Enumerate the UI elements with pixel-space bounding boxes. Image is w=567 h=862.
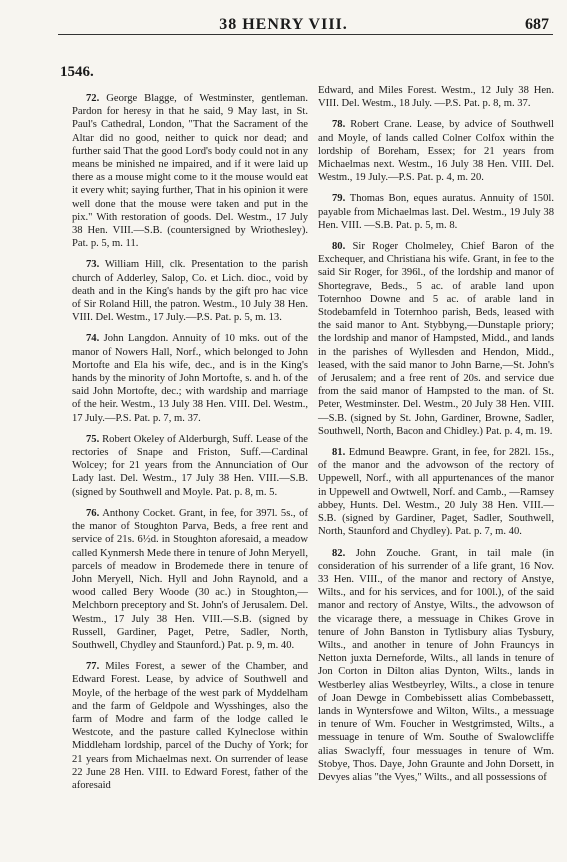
entry-79: 79. Thomas Bon, eques auratus. Annuity of 150l. payable from Michaelmas last. Del. Westm., 19 July 38 Hen. VIII. —S.B. Pat. p. 5, m. 8. bbox=[318, 193, 554, 231]
entry-81: 81. Edmund Beawpre. Grant, in fee, for 282l. 15s., of the manor and the advowson of the rectory of Uppewell, Norf., with all appurtenances of the manor in Uppewell and Owtwell, Norf. and Camb., —Ramsey abbey, Hunts. Del. Westm., 20 July 38 Hen. VIII.—S.B. (signed by Gardiner, Paget, Sadler, Southwell, North, Staunford and Chydley). Pat. p. 7, m. 40. bbox=[318, 447, 554, 538]
entry-74: 74. John Langdon. Annuity of 10 mks. out of the manor of Nowers Hall, Norf., which belonged to John Mortofte and Ela his wife, dec., and is in the King's hands by the minority of John Mortofte, s. and h. of the said John Mortofte, dec.; with wardship and marriage of the heir. Westm., 13 July 38 Hen. VIII. Del. Westm., 17 July.—P.S. Pat. p. 7, m. 37. bbox=[72, 333, 308, 424]
running-head: 38 HENRY VIII. bbox=[219, 16, 348, 33]
entry-75: 75. Robert Okeley of Alderburgh, Suff. Lease of the rectories of Snape and Friston, Suff.—Cardinal Wolcey; for 21 years from the Annunciation of Our Lady last. Del. Westm., 17 July 38 Hen. VIII.—S.B. (signed by Southwell and Moyle. Pat. p. 8, m. 5. bbox=[72, 433, 308, 498]
entry-77: 77. Miles Forest, a sewer of the Chamber, and Edward Forest. Lease, by advice of Southwell and Moyle, of the herbage of the west park of Myddelham and the farm of Geldpole and Wysshinges, also the farm of Modre and farm of the lodge called le Westcote, and the pasture called Kylneclose within Middleham lordship, parcel of the Duchy of York; for 21 years from Michaelmas next. On surrender of lease 22 June 28 Hen. VIII. to Edward Forest, father of the aforesaid bbox=[72, 661, 308, 791]
entry-72: 72. George Blagge, of Westminster, gentleman. Pardon for heresy in that he said, 9 May last, in St. Paul's Cathedral, London, "That the Sacrament of the Altar did no good, neither to quick nor dead; and further said That the good Lord's body could not in any means be minished ne impaired, and if it were laid up there as a mouse might come to it the mouse would eat it every whit; saying further, That in his opinion it were well done that the mouse were taken and put in the pix." With restoration of goods. Del. Westm., 17 July 38 Hen. VIII.—S.B. (countersigned by Wriothesley). Pat. p. 5, m. 11. bbox=[72, 93, 309, 250]
right-column bbox=[318, 84, 554, 792]
entry-78: 78. Robert Crane. Lease, by advice of Southwell and Moyle, of lands called Colner Colfox within the lordship of Boreham, Essex; for 21 years from Michaelmas next. Westm., 16 July 38 Hen. VIII. Del. Westm., 19 July.—P.S. Pat. p. 4, m. 20. bbox=[318, 119, 554, 184]
entry-77-continuation: Edward, and Miles Forest. Westm., 12 July 38 Hen. VIII. Del. Westm., 18 July. —P.S. Pat. p. 8, m. 37. bbox=[318, 85, 554, 110]
entry-76: 76. Anthony Cocket. Grant, in fee, for 397l. 5s., of the manor of Stoughton Parva, Beds, a free rent and service of 21s. 6½d. in Stoughton aforesaid, a meadow called Kynmersh Mede there in tenure of John Meryell, parcels of meadow in Brodemede there in tenure of John Meryell, Nich. Hyll and John Raynold, and a wood called Bery Woode (30 ac.) in Stoughton,—Melchborn preceptory and St. John's of Jerusalem. Del. Westm., 17 July 38 Hen. VIII.—S.B. (signed by Russell, Gardiner, Paget, Petre, Sadler, North, Southwell, Chydley and Staunford.) Pat. p. 9, m. 40. bbox=[72, 507, 308, 651]
entry-80: 80. Sir Roger Cholmeley, Chief Baron of the Exchequer, and Christiana his wife. Grant, in fee to the said Sir Roger, for 396l., of the lordship and manor of Shortegrave, Beds., 5 ac. of arable land upon Toternhoo Downe and 5 ac. of arable land in Stodebamfeld in Toternhoo parish, Beds, leased with the said manor to Ant. Stybbyng,—Dunstaple priory; the lordship and manor of Hampsted, Midd., and lands in the parishes of Wyllesden and Hendon, Midd., leased, with the said manor to John Barne,—St. John's of Jerusalem; and a free rent of 20s. and service due from the said manor of Hampsted to the man. of St. Peter, Westminster. Del. Westm., 20 July 38 Hen. VIII.—S.B. (signed by St. John, Gardiner, Browne, Sadler, Southwell, North, Bacon and Chidley.) Pat. p. 4, m. 19. bbox=[318, 241, 554, 437]
entry-82: 82. John Zouche. Grant, in tail male (in consideration of his surrender of a life grant, 16 Nov. 33 Hen. VIII., of the manor and rectory of Anstye, Wilts., and for his services, and for 100l.), of the said manor and rectory of Anstye, Wilts., the advowson of the vicarage there, a messuage in Chikes Grove in tenure of John Banston in Tytlisbury alias Tysbury, Wilts., and another in tenure of John Frauncys in Netton juxta Derneforde, Wilts., all lands in tenure of Jon Corton in Dilton alias Dynton, Wilts., lands in Westberley alias Westbeyrley, Wilts., a close in tenure of Joan Dewge in Combebissett alias Combebassett, lands in Wyntersfowe and Wilton, Wilts., a messuage in tenure of Wm. Foucher in Westgrimsted, Wilts., a messuage in tenure of Wm. Southe of Swalowcliffe alias Swaclyff, four messuages in tenure of Wm. Stobye, Thos. Daye, John Graunte and John Dorsett, in Devyes alias "the Vyes," Wilts., and all possessions of bbox=[318, 547, 555, 783]
left-column bbox=[72, 92, 308, 800]
entry-73: 73. William Hill, clk. Presentation to the parish church of Adderley, Salop, Co. et Lich. dioc., void by death and in the King's hands by the gift pro hac vice of Sir Roland Hill, the patron. Westm., 10 July 38 Hen. VIII. Del. Westm., 17 July.—P.S. Pat. p. 5, m. 13. bbox=[72, 259, 308, 324]
page-number: 687 bbox=[525, 16, 549, 33]
header-rule bbox=[58, 34, 553, 35]
year-marker: 1546. bbox=[60, 64, 94, 80]
